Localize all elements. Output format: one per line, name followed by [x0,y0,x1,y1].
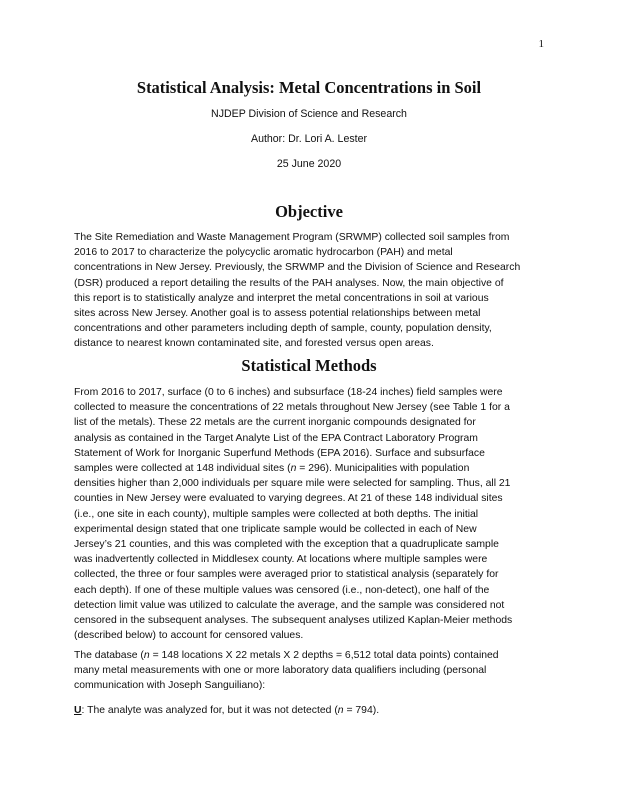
text-line [74,415,554,430]
text-line [74,476,554,491]
text-line: The Site Remediation and Waste Management Program (SRWMP) collected soil samples from [74,232,510,243]
text-line [74,431,554,446]
document-title: Statistical Analysis: Metal Concentrations in Soil [136,78,482,97]
text-segment: = 296). Municipalities with population [296,463,470,475]
text-line [74,552,554,567]
text-line [74,522,554,537]
text-line [74,507,554,522]
text-segment: many metal measurements with one or more laboratory data qualifiers including (personal [74,665,487,677]
methods-paragraph-2 [74,648,554,694]
text-line [74,648,554,663]
text-line [74,537,554,552]
text-segment: list of the metals). These 22 metals are the current inorganic compounds designated for [74,417,476,429]
text-line: distance to nearest known contaminated site, and forested versus open areas. [74,338,434,350]
text-line [74,567,554,582]
text-segment: was inadvertently collected in Middlesex county. At locations where multiple samples were [74,554,488,566]
text-segment: (described below) to account for censored values. [74,630,304,642]
qualifier-u [74,703,554,718]
text-line [74,628,554,643]
qualifier-text-end: = 794). [343,705,380,716]
qualifier-italic: n [337,705,344,716]
italic-variable: n [290,463,297,475]
methods-paragraph-1 [74,385,554,643]
text-segment: = 148 locations X 22 metals X 2 depths = 6,512 total data points) contained [149,650,499,661]
text-line [74,678,554,693]
text-line [74,663,554,678]
objective-heading: Objective [275,202,343,221]
text-segment: From 2016 to 2017, surface (0 to 6 inches) and subsurface (18-24 inches) field samples were [74,387,503,398]
text-line: 2016 to 2017 to characterize the polycyclic aromatic hydrocarbon (PAH) and metal [74,247,453,259]
qualifier-text: : The analyte was analyzed for, but it was not detected ( [81,705,338,716]
text-line [74,461,554,476]
italic-variable: n [143,650,150,661]
organization: NJDEP Division of Science and Research [211,108,407,120]
text-segment: (i.e., one site in each county), multiple samples were collected at both depths. The initial [74,508,479,520]
text-segment: counties in New Jersey were evaluated to varying degrees. At 21 of these 148 individual sites [74,493,503,505]
page-number: 1 [538,38,544,50]
text-line [74,446,554,461]
text-line: (DSR) produced a report detailing the results of the PAH analyses. Now, the main objective of [74,277,504,289]
text-segment: detection limit value was utilized to calculate the average, and the sample was considered not [74,599,505,611]
text-segment: Jersey’s 21 counties, and this was completed with the exception that a quadruplicate sample [74,539,499,551]
text-line: concentrations in New Jersey. Previously, the SRWMP and the Division of Science and Research [74,262,521,274]
text-line [74,598,554,613]
objective-paragraph [74,230,554,352]
author: Author: Dr. Lori A. Lester [251,133,367,145]
date: 25 June 2020 [276,158,342,170]
text-segment: The database ( [74,650,144,661]
text-line [74,400,554,415]
text-segment: each depth). If one of these multiple values was censored (i.e., non-detect), one half of the [74,584,490,596]
text-line [74,491,554,506]
text-segment: collected, the three or four samples were averaged prior to statistical analysis (separately for [74,569,499,581]
methods-heading: Statistical Methods [241,356,377,375]
text-line [74,385,554,400]
text-line: concentrations and other parameters including depth of sample, county, population density, [74,323,492,335]
text-segment: experimental design stated that one triplicate sample would be collected in each of New [74,523,477,535]
text-line: sites across New Jersey. Another goal is to assess potential relationships between metal [74,308,481,320]
text-segment: samples were collected at 148 individual sites ( [74,463,291,475]
text-segment: analysis as contained in the Target Analyte List of the EPA Contract Laboratory Program [74,432,478,444]
qualifier-code: U [74,705,82,716]
text-segment: densities higher than 2,000 individuals per square mile were selected for sampling. Thus, all 21 [74,478,511,490]
text-line [74,583,554,598]
text-segment: censored in the subsequent analyses. The subsequent analyses utilized Kaplan-Meier methods [74,615,513,627]
text-segment: collected to measure the concentrations of 22 metals throughout New Jersey (see Table 1 for a [74,402,510,414]
text-line: this report is to statistically analyze and interpret the metal concentrations in soil at various [74,292,489,304]
text-segment: communication with Joseph Sanguiliano): [74,680,266,692]
text-line [74,613,554,628]
text-segment: Statement of Work for Inorganic Superfund Methods (EPA 2016). Surface and subsurface [74,447,485,459]
